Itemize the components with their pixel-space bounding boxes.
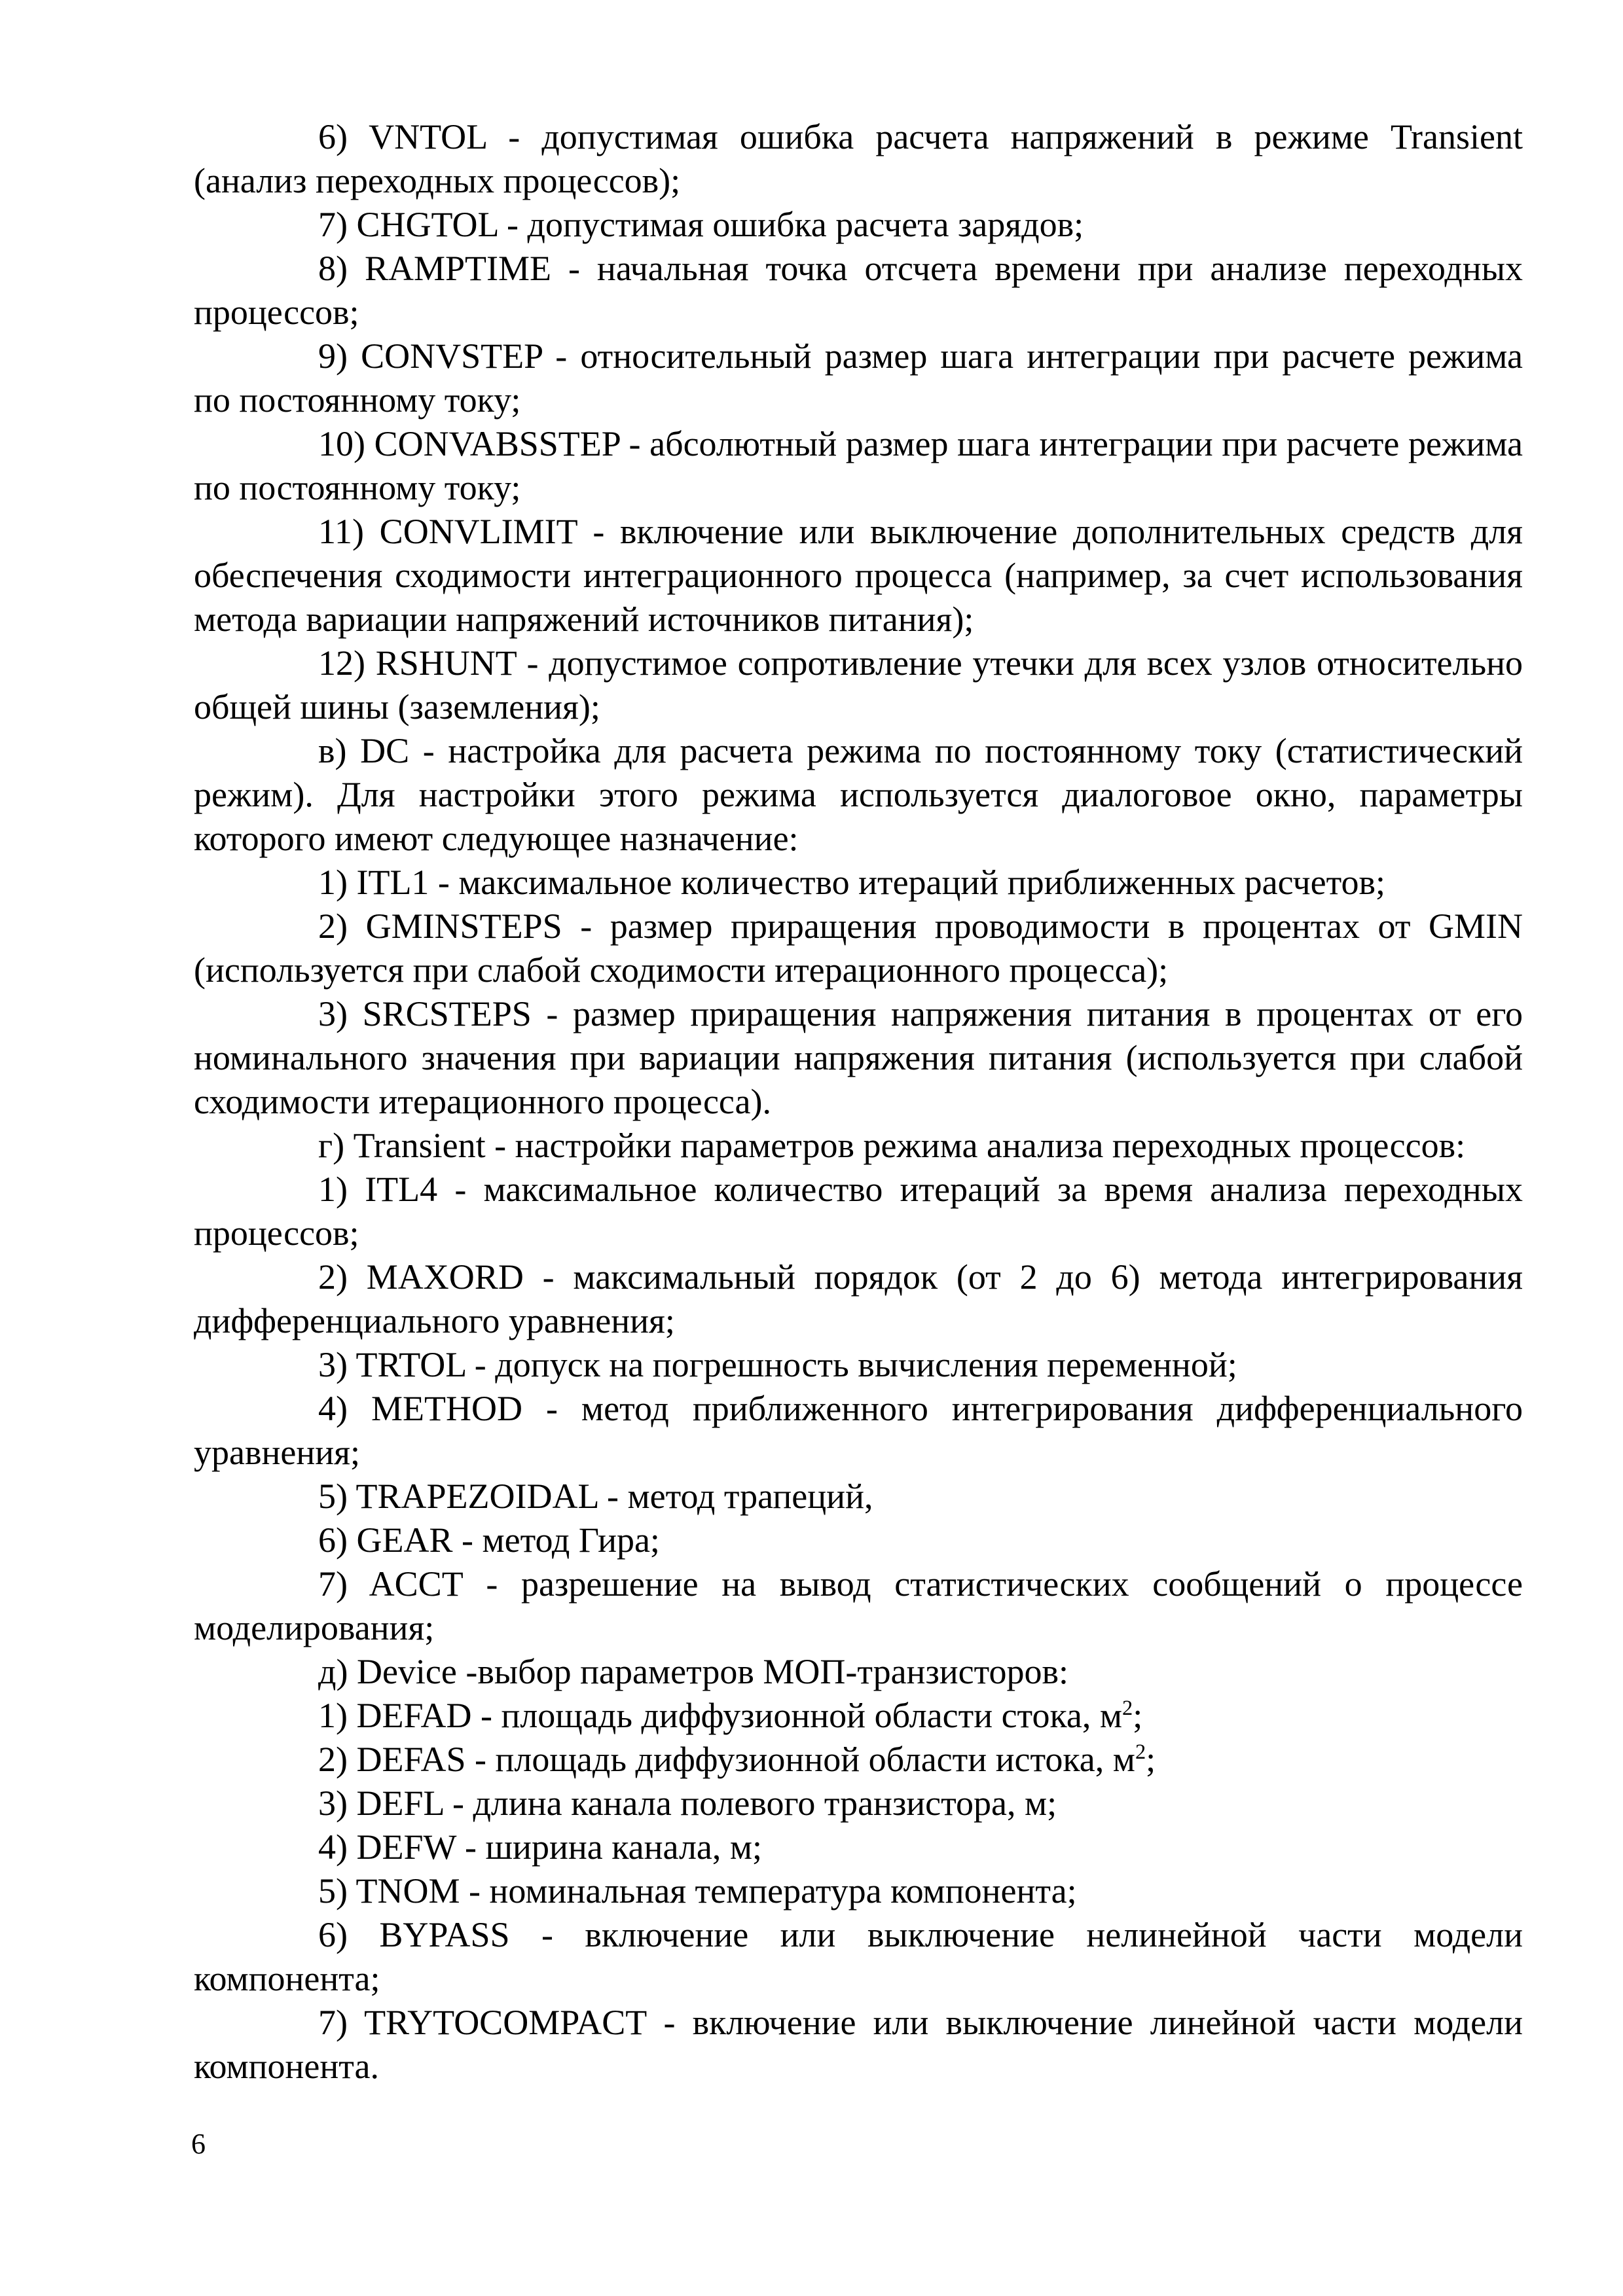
paragraph-dc-section: в) DC - настройка для расчета режима по постоянному току (статистический режим). Для настройки этого режима используется диалоговое окно, параметры которого имеют следующее назначение:: [194, 731, 1523, 858]
paragraph-transient-section: г) Transient - настройки параметров режима анализа переходных процессов:: [318, 1126, 1466, 1165]
paragraph-trapezoidal: 5) TRAPEZOIDAL - метод трапеций,: [318, 1477, 873, 1516]
paragraph-chgtol: 7) CHGTOL - допустимая ошибка расчета зарядов;: [318, 205, 1084, 244]
paragraph-convlimit: 11) CONVLIMIT - включение или выключение дополнительных средств для обеспечения сходимости интеграционного процесса (например, за счет использования метода вариации напряжений источников питания);: [194, 512, 1523, 639]
paragraph-convabsstep: 10) CONVABSSTEP - абсолютный размер шага интеграции при расчете режима по постоянному току;: [194, 424, 1523, 507]
paragraph-ramptime: 8) RAMPTIME - начальная точка отсчета времени при анализе переходных процессов;: [194, 249, 1523, 332]
paragraph-method: 4) METHOD - метод приближенного интегрирования дифференциального уравнения;: [194, 1389, 1523, 1472]
page-body: [194, 115, 1523, 2089]
paragraph-rshunt: 12) RSHUNT - допустимое сопротивление утечки для всех узлов относительно общей шины (заземления);: [194, 643, 1523, 726]
paragraph-defl: 3) DEFL - длина канала полевого транзистора, м;: [318, 1784, 1057, 1823]
paragraph-defad: 1) DEFAD - площадь диффузионной области стока, $м^2$;: [318, 1696, 1143, 1735]
paragraph-vntol: 6) VNTOL - допустимая ошибка расчета напряжений в режиме Transient (анализ переходных процессов);: [194, 117, 1523, 200]
paragraph-maxord: 2) MAXORD - максимальный порядок (от 2 до 6) метода интегрирования дифференциального уравнения;: [194, 1257, 1523, 1340]
paragraph-convstep: 9) CONVSTEP - относительный размер шага интеграции при расчете режима по постоянному току;: [194, 336, 1523, 420]
paragraph-trtol: 3) TRTOL - допуск на погрешность вычисления переменной;: [318, 1345, 1237, 1384]
paragraph-bypass: 6) BYPASS - включение или выключение нелинейной части модели компонента;: [194, 1915, 1523, 1998]
page-number: 6: [191, 2128, 206, 2160]
paragraph-tnom: 5) TNOM - номинальная температура компонента;: [318, 1871, 1077, 1910]
paragraph-trytocompact: 7) TRYTOCOMPACT - включение или выключение линейной части модели компонента.: [194, 2003, 1523, 2086]
paragraph-gear: 6) GEAR - метод Гира;: [318, 1520, 660, 1560]
paragraph-itl1: 1) ITL1 - максимальное количество итераций приближенных расчетов;: [318, 863, 1385, 902]
paragraph-defw: 4) DEFW - ширина канала, м;: [318, 1827, 763, 1867]
paragraph-srcsteps: 3) SRCSTEPS - размер приращения напряжения питания в процентах от его номинального значения при вариации напряжения питания (используется при слабой сходимости итерационного процесса).: [194, 994, 1523, 1121]
paragraph-defas: 2) DEFAS - площадь диффузионной области истока, $м^2$;: [318, 1740, 1156, 1779]
paragraph-device-section: д) Device -выбор параметров МОП-транзисторов:: [318, 1652, 1069, 1691]
paragraph-acct: 7) ACCT - разрешение на вывод статистических сообщений о процессе моделирования;: [194, 1564, 1523, 1647]
paragraph-gminsteps: 2) GMINSTEPS - размер приращения проводимости в процентах от GMIN (используется при слабой сходимости итерационного процесса);: [194, 906, 1523, 990]
paragraph-itl4: 1) ITL4 - максимальное количество итераций за время анализа переходных процессов;: [194, 1170, 1523, 1253]
